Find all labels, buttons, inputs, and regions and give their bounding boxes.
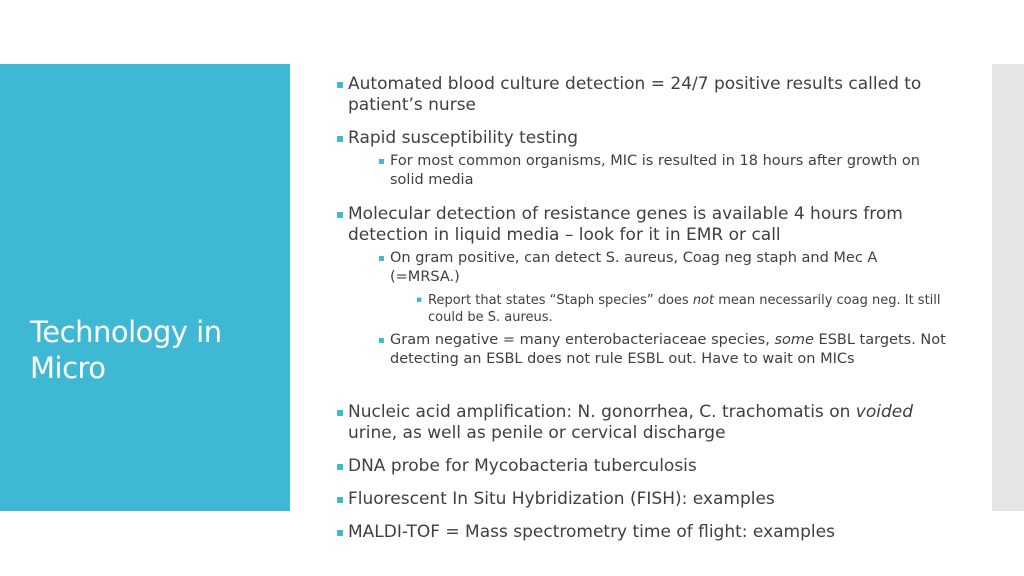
title-panel xyxy=(0,64,290,511)
bullet-icon: ▪ xyxy=(378,253,385,264)
bullet-icon: ▪ xyxy=(336,525,345,539)
bullet-molecular-detection: ▪ Molecular detection of resistance genes is available 4 hours from detection in liquid media – look for it in EMR or call xyxy=(336,204,903,245)
subbullet-mic: ▪ For most common organisms, MIC is resulted in 18 hours after growth on solid media xyxy=(378,153,920,188)
slide-title: Technology in Micro xyxy=(30,315,222,385)
bullet-dna-probe: ▪ DNA probe for Mycobacteria tuberculosis xyxy=(336,456,697,476)
bullet-icon: ▪ xyxy=(416,295,423,305)
bullet-icon: ▪ xyxy=(336,207,345,221)
bullet-icon: ▪ xyxy=(336,492,345,506)
scrollbar[interactable] xyxy=(992,64,1024,511)
bullet-maldi-tof: ▪ MALDI-TOF = Mass spectrometry time of flight: examples xyxy=(336,522,835,542)
bullet-icon: ▪ xyxy=(336,405,345,419)
bullet-fish: ▪ Fluorescent In Situ Hybridization (FISH): examples xyxy=(336,489,775,509)
slide-content xyxy=(332,0,972,576)
subsubbullet-staph-species: ▪ Report that states “Staph species” does not mean necessarily coag neg. It still could be S. aureus. xyxy=(416,293,941,325)
bullet-blood-culture: ▪ Automated blood culture detection = 24/7 positive results called to patient’s nurse xyxy=(336,74,922,115)
subbullet-gram-negative: ▪ Gram negative = many enterobacteriaceae species, some ESBL targets. Not detecting an ESBL does not rule ESBL out. Have to wait on MICs xyxy=(378,332,946,367)
bullet-icon: ▪ xyxy=(336,459,345,473)
bullet-icon: ▪ xyxy=(378,156,385,167)
bullet-susceptibility: ▪ Rapid susceptibility testing xyxy=(336,128,579,148)
bullet-nucleic-acid: ▪ Nucleic acid amplification: N. gonorrhea, C. trachomatis on voided urine, as well as penile or cervical discharge xyxy=(336,402,914,443)
bullet-icon: ▪ xyxy=(378,335,385,346)
subbullet-gram-positive: ▪ On gram positive, can detect S. aureus, Coag neg staph and Mec A (=MRSA.) xyxy=(378,250,878,285)
bullet-icon: ▪ xyxy=(336,131,345,145)
bullet-icon: ▪ xyxy=(336,77,345,91)
